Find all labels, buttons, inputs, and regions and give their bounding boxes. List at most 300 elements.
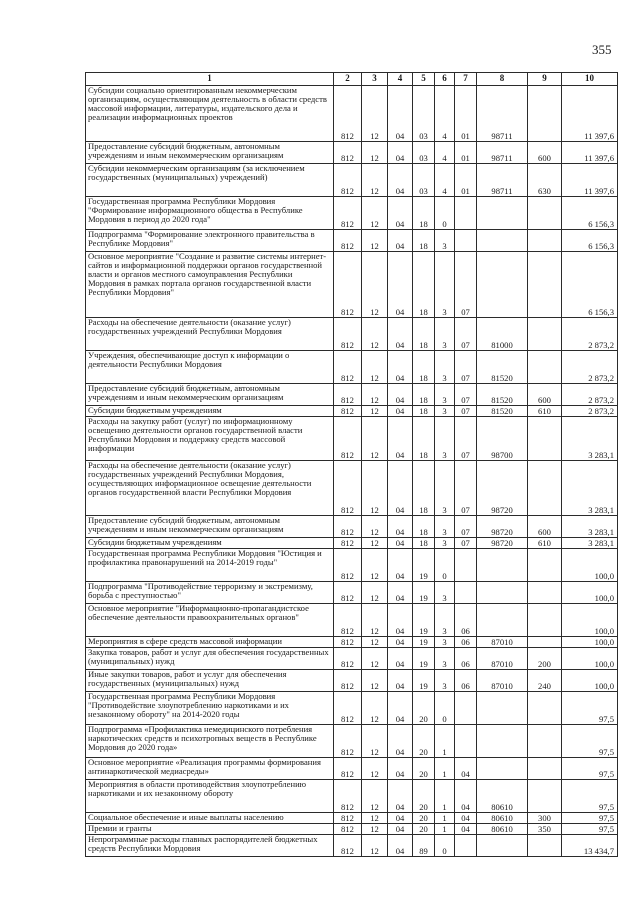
cell-col-6: 3 (435, 417, 455, 461)
row-name: Субсидии социально ориентированным некоммерческим организациям, осуществляющим деятельность в области средств массовой информации, литературы, издательского дела и реализации информационных проектов (86, 86, 334, 142)
table-row (86, 758, 618, 780)
cell-col-3: 12 (362, 406, 388, 417)
cell-col-4: 04 (388, 461, 413, 516)
row-name: Подпрограмма "Формирование электронного правительства в Республике Мордовия" (86, 230, 334, 252)
cell-col-5: 18 (413, 516, 435, 538)
cell-col-8: 98720 (477, 461, 528, 516)
table-row (86, 516, 618, 538)
cell-col-7 (455, 692, 477, 725)
cell-col-8 (477, 725, 528, 758)
cell-col-8: 98720 (477, 516, 528, 538)
cell-col-8: 81520 (477, 406, 528, 417)
cell-col-9 (528, 549, 562, 582)
cell-col-4: 04 (388, 230, 413, 252)
cell-col-2: 812 (334, 637, 362, 648)
cell-col-5: 20 (413, 780, 435, 813)
table-body (86, 86, 618, 857)
cell-col-5: 18 (413, 417, 435, 461)
cell-col-4: 04 (388, 549, 413, 582)
cell-col-6: 3 (435, 648, 455, 670)
column-header: 7 (455, 73, 477, 86)
table-row (86, 86, 618, 142)
cell-col-6: 3 (435, 670, 455, 692)
cell-col-9 (528, 461, 562, 516)
cell-col-7 (455, 549, 477, 582)
cell-col-5: 19 (413, 637, 435, 648)
cell-col-8 (477, 197, 528, 230)
cell-col-6: 0 (435, 835, 455, 857)
table-row (86, 417, 618, 461)
row-name: Непрограммные расходы главных распорядителей бюджетных средств Республики Мордовия (86, 835, 334, 857)
cell-col-2: 812 (334, 813, 362, 824)
cell-col-8 (477, 604, 528, 637)
cell-col-5: 18 (413, 406, 435, 417)
cell-col-3: 12 (362, 318, 388, 351)
row-name: Иные закупки товаров, работ и услуг для обеспечения государственных (муниципальных) нужд (86, 670, 334, 692)
cell-col-3: 12 (362, 516, 388, 538)
row-name: Субсидии некоммерческим организациям (за исключением государственных (муниципальных) учреждений) (86, 164, 334, 197)
cell-amount: 97,5 (562, 725, 618, 758)
cell-col-9: 200 (528, 648, 562, 670)
cell-col-4: 04 (388, 197, 413, 230)
cell-col-6: 3 (435, 604, 455, 637)
cell-col-5: 19 (413, 549, 435, 582)
cell-col-6: 3 (435, 582, 455, 604)
cell-col-6: 3 (435, 318, 455, 351)
cell-col-5: 20 (413, 824, 435, 835)
cell-col-2: 812 (334, 758, 362, 780)
cell-col-6: 0 (435, 692, 455, 725)
cell-col-6: 4 (435, 164, 455, 197)
column-header: 6 (435, 73, 455, 86)
cell-col-8: 81520 (477, 384, 528, 406)
cell-col-9: 630 (528, 164, 562, 197)
cell-col-2: 812 (334, 835, 362, 857)
cell-col-3: 12 (362, 252, 388, 318)
cell-amount: 2 873,2 (562, 384, 618, 406)
cell-col-6: 3 (435, 252, 455, 318)
table-row (86, 582, 618, 604)
row-name: Основное мероприятие "Информационно-пропагандистское обеспечение деятельности правоохранительных органов" (86, 604, 334, 637)
cell-col-9 (528, 604, 562, 637)
cell-amount: 2 873,2 (562, 318, 618, 351)
cell-amount: 6 156,3 (562, 230, 618, 252)
cell-col-8 (477, 230, 528, 252)
cell-amount: 13 434,7 (562, 835, 618, 857)
cell-col-8 (477, 549, 528, 582)
table-row (86, 252, 618, 318)
cell-col-9 (528, 582, 562, 604)
table-row (86, 318, 618, 351)
cell-col-6: 1 (435, 725, 455, 758)
row-name: Предоставление субсидий бюджетным, автономным учреждениям и иным некоммерческим организациям (86, 142, 334, 164)
cell-col-6: 0 (435, 197, 455, 230)
row-name: Подпрограмма «Профилактика немедицинского потребления наркотических средств и психотропных веществ в Республике Мордовия до 2020 года» (86, 725, 334, 758)
cell-amount: 3 283,1 (562, 417, 618, 461)
table-row (86, 351, 618, 384)
cell-col-7: 07 (455, 461, 477, 516)
cell-col-8: 98711 (477, 142, 528, 164)
cell-col-3: 12 (362, 582, 388, 604)
cell-amount: 2 873,2 (562, 351, 618, 384)
cell-col-3: 12 (362, 417, 388, 461)
cell-col-3: 12 (362, 538, 388, 549)
table-row (86, 725, 618, 758)
cell-col-2: 812 (334, 197, 362, 230)
table-row (86, 461, 618, 516)
cell-col-7 (455, 582, 477, 604)
table-row (86, 406, 618, 417)
cell-col-3: 12 (362, 164, 388, 197)
cell-col-5: 18 (413, 230, 435, 252)
cell-col-4: 04 (388, 637, 413, 648)
cell-col-7: 07 (455, 384, 477, 406)
cell-col-3: 12 (362, 230, 388, 252)
cell-col-2: 812 (334, 351, 362, 384)
cell-col-3: 12 (362, 549, 388, 582)
cell-col-4: 04 (388, 164, 413, 197)
column-header: 4 (388, 73, 413, 86)
cell-col-3: 12 (362, 604, 388, 637)
table-row (86, 813, 618, 824)
table-row (86, 164, 618, 197)
cell-col-5: 19 (413, 582, 435, 604)
cell-col-9 (528, 318, 562, 351)
cell-col-4: 04 (388, 406, 413, 417)
cell-amount: 100,0 (562, 637, 618, 648)
cell-col-7: 06 (455, 648, 477, 670)
row-name: Мероприятия в сфере средств массовой информации (86, 637, 334, 648)
cell-col-3: 12 (362, 86, 388, 142)
row-name: Субсидии бюджетным учреждениям (86, 406, 334, 417)
cell-col-7: 07 (455, 516, 477, 538)
cell-col-5: 20 (413, 692, 435, 725)
row-name: Предоставление субсидий бюджетным, автономным учреждениям и иным некоммерческим организациям (86, 516, 334, 538)
cell-col-6: 4 (435, 142, 455, 164)
cell-col-8 (477, 758, 528, 780)
cell-col-7: 07 (455, 417, 477, 461)
cell-col-3: 12 (362, 725, 388, 758)
cell-col-8: 80610 (477, 780, 528, 813)
row-name: Государственная программа Республики Мордовия "Противодействие злоупотреблению наркотиками и их незаконному обороту" на 2014-2020 годы (86, 692, 334, 725)
cell-col-2: 812 (334, 384, 362, 406)
cell-col-2: 812 (334, 252, 362, 318)
table-row (86, 648, 618, 670)
cell-amount: 6 156,3 (562, 197, 618, 230)
cell-col-7: 07 (455, 318, 477, 351)
cell-col-2: 812 (334, 230, 362, 252)
cell-col-6: 0 (435, 549, 455, 582)
cell-col-6: 1 (435, 813, 455, 824)
cell-col-5: 20 (413, 758, 435, 780)
cell-col-7: 04 (455, 758, 477, 780)
cell-col-9 (528, 780, 562, 813)
cell-col-3: 12 (362, 461, 388, 516)
cell-col-2: 812 (334, 318, 362, 351)
cell-col-6: 3 (435, 461, 455, 516)
row-name: Мероприятия в области противодействия злоупотреблению наркотиками и их незаконному обороту (86, 780, 334, 813)
cell-col-7: 04 (455, 780, 477, 813)
column-header: 1 (86, 73, 334, 86)
cell-col-3: 12 (362, 813, 388, 824)
cell-col-6: 3 (435, 384, 455, 406)
cell-col-4: 04 (388, 384, 413, 406)
cell-col-3: 12 (362, 648, 388, 670)
cell-col-2: 812 (334, 692, 362, 725)
cell-col-7 (455, 835, 477, 857)
cell-col-8: 80610 (477, 824, 528, 835)
cell-amount: 3 283,1 (562, 516, 618, 538)
cell-col-5: 03 (413, 142, 435, 164)
page-number: 355 (592, 42, 612, 57)
cell-col-4: 04 (388, 351, 413, 384)
cell-col-8 (477, 582, 528, 604)
cell-col-3: 12 (362, 835, 388, 857)
cell-col-4: 04 (388, 725, 413, 758)
cell-col-6: 3 (435, 351, 455, 384)
table-row (86, 604, 618, 637)
cell-col-6: 3 (435, 230, 455, 252)
cell-col-8 (477, 692, 528, 725)
cell-col-2: 812 (334, 417, 362, 461)
column-header: 10 (562, 73, 618, 86)
cell-col-2: 812 (334, 824, 362, 835)
row-name: Субсидии бюджетным учреждениям (86, 538, 334, 549)
row-name: Предоставление субсидий бюджетным, автономным учреждениям и иным некоммерческим организациям (86, 384, 334, 406)
column-header: 3 (362, 73, 388, 86)
table-row (86, 549, 618, 582)
cell-col-2: 812 (334, 406, 362, 417)
row-name: Закупка товаров, работ и услуг для обеспечения государственных (муниципальных) нужд (86, 648, 334, 670)
cell-col-2: 812 (334, 582, 362, 604)
cell-col-6: 3 (435, 406, 455, 417)
cell-col-4: 04 (388, 835, 413, 857)
row-name: Социальное обеспечение и иные выплаты населению (86, 813, 334, 824)
cell-col-9 (528, 252, 562, 318)
cell-col-6: 1 (435, 824, 455, 835)
table-row (86, 670, 618, 692)
column-header: 5 (413, 73, 435, 86)
cell-col-9: 600 (528, 384, 562, 406)
cell-col-7: 06 (455, 637, 477, 648)
cell-col-8: 87010 (477, 637, 528, 648)
cell-col-8: 98700 (477, 417, 528, 461)
cell-col-5: 20 (413, 725, 435, 758)
cell-col-4: 04 (388, 582, 413, 604)
cell-col-5: 18 (413, 351, 435, 384)
cell-col-9 (528, 692, 562, 725)
cell-col-3: 12 (362, 780, 388, 813)
cell-col-4: 04 (388, 142, 413, 164)
cell-col-8 (477, 835, 528, 857)
cell-col-5: 19 (413, 648, 435, 670)
cell-col-9 (528, 835, 562, 857)
table-row (86, 835, 618, 857)
cell-col-3: 12 (362, 758, 388, 780)
column-header: 9 (528, 73, 562, 86)
cell-col-4: 04 (388, 604, 413, 637)
row-name: Государственная программа Республики Мордовия "Юстиция и профилактика правонарушений на 2014-2019 годы" (86, 549, 334, 582)
cell-col-9: 240 (528, 670, 562, 692)
cell-col-4: 04 (388, 692, 413, 725)
cell-col-6: 1 (435, 758, 455, 780)
cell-col-9: 300 (528, 813, 562, 824)
cell-amount: 100,0 (562, 670, 618, 692)
cell-col-4: 04 (388, 318, 413, 351)
cell-col-5: 18 (413, 318, 435, 351)
cell-col-8: 87010 (477, 648, 528, 670)
cell-amount: 97,5 (562, 692, 618, 725)
cell-col-4: 04 (388, 780, 413, 813)
cell-col-9: 610 (528, 538, 562, 549)
row-name: Учреждения, обеспечивающие доступ к информации о деятельности Республики Мордовия (86, 351, 334, 384)
cell-col-5: 03 (413, 86, 435, 142)
cell-amount: 11 397,6 (562, 86, 618, 142)
cell-col-5: 19 (413, 604, 435, 637)
cell-col-4: 04 (388, 417, 413, 461)
row-name: Основное мероприятие "Создание и развитие системы интернет-сайтов и информационной поддержки органов государственной власти и органов местного самоуправления Республики Мордовия в рамках портала органов государственной власти Республики Мордовия" (86, 252, 334, 318)
cell-col-5: 19 (413, 670, 435, 692)
cell-col-6: 1 (435, 780, 455, 813)
cell-col-2: 812 (334, 648, 362, 670)
cell-col-7: 07 (455, 406, 477, 417)
cell-amount: 11 397,6 (562, 142, 618, 164)
cell-col-2: 812 (334, 549, 362, 582)
cell-col-6: 3 (435, 637, 455, 648)
cell-col-7: 07 (455, 351, 477, 384)
cell-col-4: 04 (388, 824, 413, 835)
cell-col-8: 87010 (477, 670, 528, 692)
cell-col-7: 01 (455, 164, 477, 197)
cell-col-4: 04 (388, 252, 413, 318)
table-row (86, 780, 618, 813)
table-row (86, 142, 618, 164)
row-name: Расходы на закупку работ (услуг) по информационному освещению деятельности органов государственной власти Республики Мордовия и поддержку средств массовой информации (86, 417, 334, 461)
cell-col-2: 812 (334, 538, 362, 549)
cell-col-9 (528, 725, 562, 758)
cell-col-7: 01 (455, 86, 477, 142)
cell-col-3: 12 (362, 384, 388, 406)
cell-col-7: 07 (455, 538, 477, 549)
cell-amount: 100,0 (562, 582, 618, 604)
cell-col-2: 812 (334, 86, 362, 142)
column-header: 2 (334, 73, 362, 86)
cell-col-3: 12 (362, 692, 388, 725)
cell-col-8: 98711 (477, 86, 528, 142)
cell-col-8 (477, 252, 528, 318)
cell-col-3: 12 (362, 197, 388, 230)
cell-col-4: 04 (388, 670, 413, 692)
cell-amount: 97,5 (562, 780, 618, 813)
cell-col-9 (528, 197, 562, 230)
cell-amount: 100,0 (562, 549, 618, 582)
cell-col-9: 600 (528, 516, 562, 538)
cell-amount: 97,5 (562, 758, 618, 780)
cell-col-6: 3 (435, 538, 455, 549)
cell-amount: 3 283,1 (562, 461, 618, 516)
cell-col-5: 18 (413, 461, 435, 516)
cell-col-4: 04 (388, 516, 413, 538)
cell-col-5: 03 (413, 164, 435, 197)
cell-col-2: 812 (334, 670, 362, 692)
cell-col-7: 01 (455, 142, 477, 164)
row-name: Государственная программа Республики Мордовия "Формирование информационного общества в Республике Мордовия в период до 2020 года" (86, 197, 334, 230)
cell-col-9 (528, 351, 562, 384)
cell-col-2: 812 (334, 780, 362, 813)
cell-col-9 (528, 637, 562, 648)
row-name: Расходы на обеспечение деятельности (оказание услуг) государственных учреждений Республики Мордовия (86, 318, 334, 351)
cell-col-7: 07 (455, 252, 477, 318)
cell-amount: 2 873,2 (562, 406, 618, 417)
cell-amount: 97,5 (562, 813, 618, 824)
cell-col-9 (528, 758, 562, 780)
cell-col-7: 06 (455, 670, 477, 692)
cell-col-3: 12 (362, 351, 388, 384)
cell-col-4: 04 (388, 86, 413, 142)
cell-col-5: 18 (413, 384, 435, 406)
cell-col-3: 12 (362, 637, 388, 648)
cell-col-3: 12 (362, 670, 388, 692)
cell-amount: 11 397,6 (562, 164, 618, 197)
cell-col-3: 12 (362, 142, 388, 164)
cell-col-2: 812 (334, 725, 362, 758)
table-row (86, 637, 618, 648)
column-header: 8 (477, 73, 528, 86)
cell-col-4: 04 (388, 648, 413, 670)
table-row (86, 230, 618, 252)
cell-col-7 (455, 197, 477, 230)
row-name: Подпрограмма "Противодействие терроризму и экстремизму, борьба с преступностью" (86, 582, 334, 604)
budget-table (85, 72, 618, 857)
cell-col-9 (528, 230, 562, 252)
cell-col-6: 4 (435, 86, 455, 142)
cell-col-5: 18 (413, 252, 435, 318)
cell-col-2: 812 (334, 516, 362, 538)
cell-col-4: 04 (388, 538, 413, 549)
cell-amount: 100,0 (562, 604, 618, 637)
cell-col-2: 812 (334, 461, 362, 516)
table-row (86, 538, 618, 549)
cell-col-8: 80610 (477, 813, 528, 824)
cell-col-9: 600 (528, 142, 562, 164)
cell-col-5: 18 (413, 538, 435, 549)
cell-col-4: 04 (388, 758, 413, 780)
table-header-row (86, 73, 618, 86)
cell-col-7 (455, 230, 477, 252)
cell-col-6: 3 (435, 516, 455, 538)
table-row (86, 197, 618, 230)
table-row (86, 824, 618, 835)
cell-col-9: 610 (528, 406, 562, 417)
cell-col-7: 04 (455, 824, 477, 835)
cell-col-8: 81000 (477, 318, 528, 351)
row-name: Премии и гранты (86, 824, 334, 835)
cell-col-9 (528, 417, 562, 461)
cell-col-4: 04 (388, 813, 413, 824)
cell-col-5: 89 (413, 835, 435, 857)
row-name: Основное мероприятие «Реализация программы формирования антинаркотической медиасреды» (86, 758, 334, 780)
cell-col-7: 04 (455, 813, 477, 824)
cell-col-7 (455, 725, 477, 758)
cell-col-2: 812 (334, 604, 362, 637)
cell-col-9: 350 (528, 824, 562, 835)
cell-col-5: 18 (413, 197, 435, 230)
cell-amount: 6 156,3 (562, 252, 618, 318)
cell-col-8: 98720 (477, 538, 528, 549)
cell-col-5: 20 (413, 813, 435, 824)
table-row (86, 384, 618, 406)
cell-amount: 3 283,1 (562, 538, 618, 549)
